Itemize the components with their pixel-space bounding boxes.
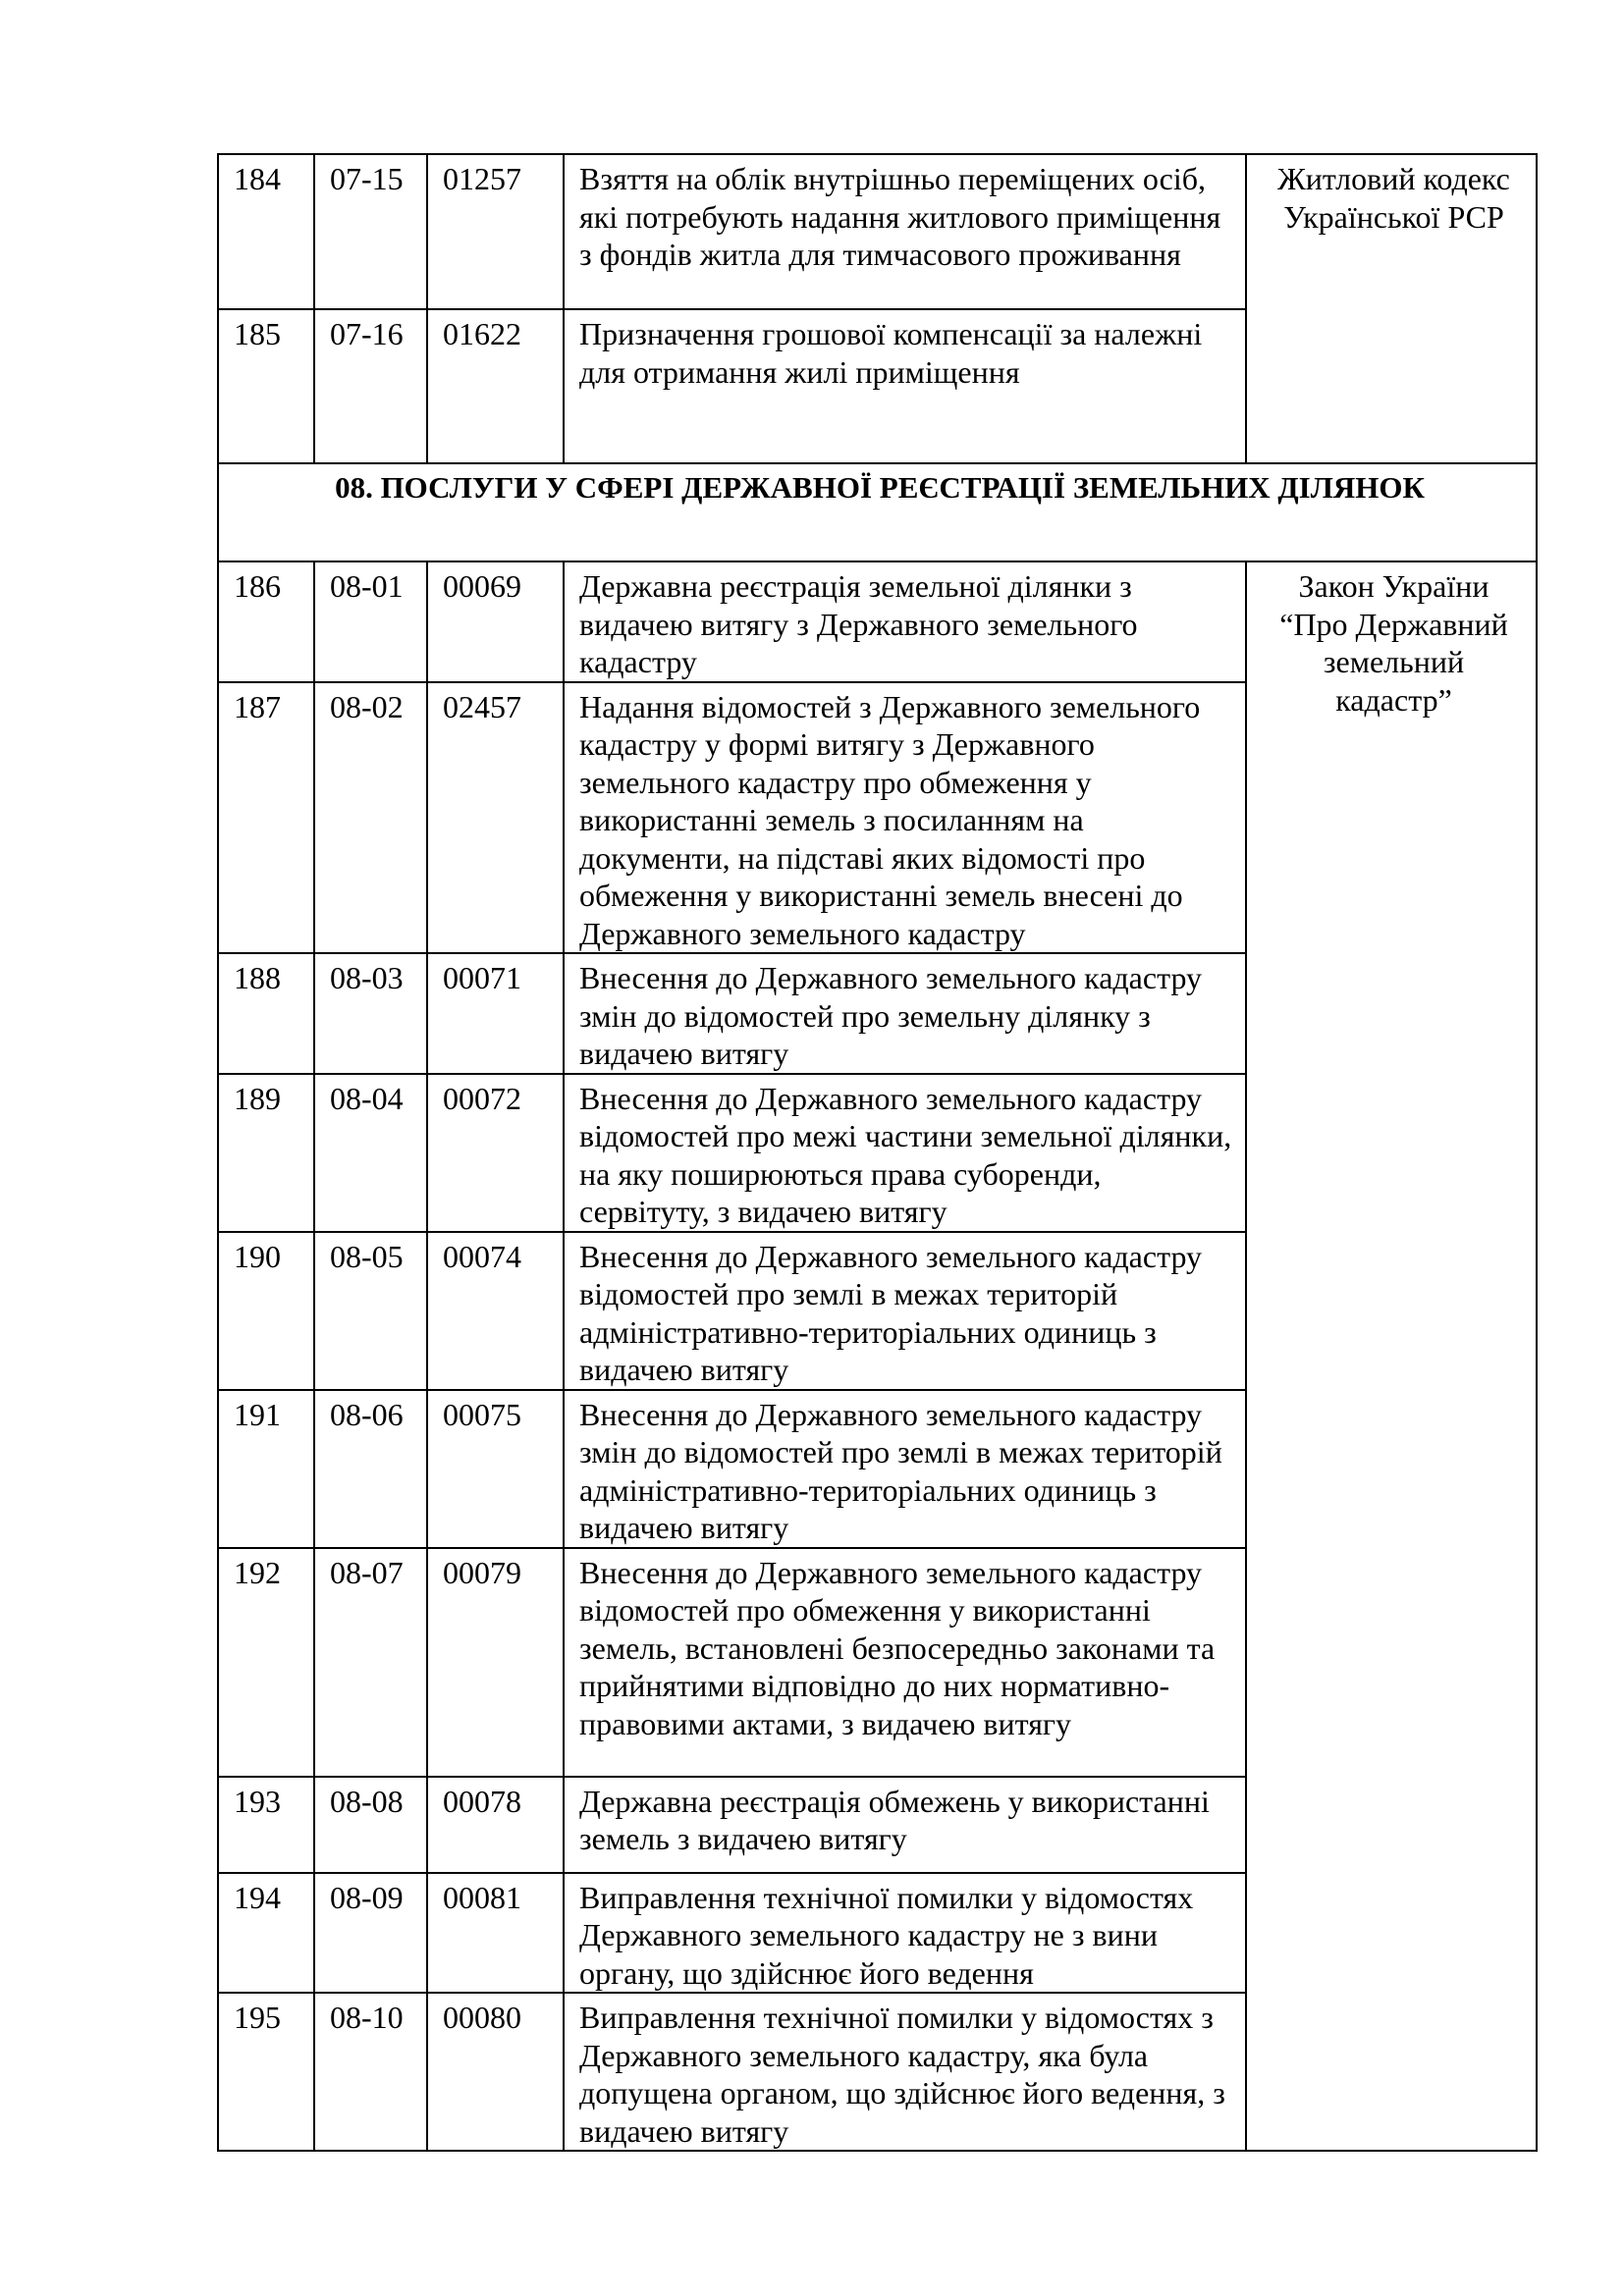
service-code: 08-06 (314, 1390, 427, 1548)
service-id: 00079 (427, 1548, 564, 1777)
service-name: Надання відомостей з Державного земельного кадастру у формі витягу з Державного земельного кадастру про обмеження у використанні земель з посиланням на документи, на підставі яких відомості про обмеження у використанні земель внесені до Державного земельного кадастру (564, 682, 1246, 954)
row-number: 184 (218, 154, 314, 309)
service-name: Внесення до Державного земельного кадастру змін до відомостей про земельну ділянку з видачею витягу (564, 953, 1246, 1074)
service-name: Внесення до Державного земельного кадастру відомостей про землі в межах територій адміністративно-територіальних одиниць з видачею витягу (564, 1232, 1246, 1390)
table-row (218, 154, 1537, 309)
service-name: Призначення грошової компенсації за належні для отримання жилі приміщення (564, 309, 1246, 463)
service-code: 08-09 (314, 1873, 427, 1994)
service-name: Внесення до Державного земельного кадастру змін до відомостей про землі в межах територій адміністративно-територіальних одиниць з видачею витягу (564, 1390, 1246, 1548)
service-code: 08-05 (314, 1232, 427, 1390)
row-number: 187 (218, 682, 314, 954)
service-code: 08-04 (314, 1074, 427, 1232)
row-number: 186 (218, 561, 314, 682)
service-id: 02457 (427, 682, 564, 954)
service-name: Державна реєстрація обмежень у використанні земель з видачею витягу (564, 1777, 1246, 1873)
service-code: 08-01 (314, 561, 427, 682)
service-code: 08-02 (314, 682, 427, 954)
services-table (217, 153, 1538, 2152)
row-number: 191 (218, 1390, 314, 1548)
row-number: 195 (218, 1993, 314, 2151)
row-number: 193 (218, 1777, 314, 1873)
service-code: 07-16 (314, 309, 427, 463)
row-number: 185 (218, 309, 314, 463)
row-number: 194 (218, 1873, 314, 1994)
service-id: 00078 (427, 1777, 564, 1873)
section-title: 08. ПОСЛУГИ У СФЕРІ ДЕРЖАВНОЇ РЕЄСТРАЦІЇ ЗЕМЕЛЬНИХ ДІЛЯНОК (218, 463, 1537, 561)
service-id: 00069 (427, 561, 564, 682)
service-name: Внесення до Державного земельного кадастру відомостей про межі частини земельної ділянки, на яку поширюються права суборенди, сервітуту, з видачею витягу (564, 1074, 1246, 1232)
service-code: 08-03 (314, 953, 427, 1074)
legal-basis: Житловий кодекс Української РСР (1246, 154, 1537, 463)
service-name: Державна реєстрація земельної ділянки з видачею витягу з Державного земельного кадастру (564, 561, 1246, 682)
service-name: Виправлення технічної помилки у відомостях з Державного земельного кадастру, яка була допущена органом, що здійснює його ведення, з видачею витягу (564, 1993, 1246, 2151)
table-row (218, 561, 1537, 682)
service-name: Взяття на облік внутрішньо переміщених осіб, які потребують надання житлового приміщення з фондів житла для тимчасового проживання (564, 154, 1246, 309)
service-id: 00081 (427, 1873, 564, 1994)
service-name: Виправлення технічної помилки у відомостях Державного земельного кадастру не з вини органу, що здійснює його ведення (564, 1873, 1246, 1994)
service-id: 00072 (427, 1074, 564, 1232)
service-code: 08-08 (314, 1777, 427, 1873)
service-id: 01257 (427, 154, 564, 309)
service-code: 08-07 (314, 1548, 427, 1777)
row-number: 192 (218, 1548, 314, 1777)
service-code: 08-10 (314, 1993, 427, 2151)
service-name: Внесення до Державного земельного кадастру відомостей про обмеження у використанні земель, встановлені безпосередньо законами та прийнятими відповідно до них нормативно-правовими актами, з видачею витягу (564, 1548, 1246, 1777)
section-header-row (218, 463, 1537, 561)
row-number: 188 (218, 953, 314, 1074)
legal-basis: Закон України “Про Державний земельний кадастр” (1246, 561, 1537, 2151)
row-number: 190 (218, 1232, 314, 1390)
service-id: 00075 (427, 1390, 564, 1548)
row-number: 189 (218, 1074, 314, 1232)
service-id: 00080 (427, 1993, 564, 2151)
service-id: 01622 (427, 309, 564, 463)
service-id: 00074 (427, 1232, 564, 1390)
service-id: 00071 (427, 953, 564, 1074)
service-code: 07-15 (314, 154, 427, 309)
